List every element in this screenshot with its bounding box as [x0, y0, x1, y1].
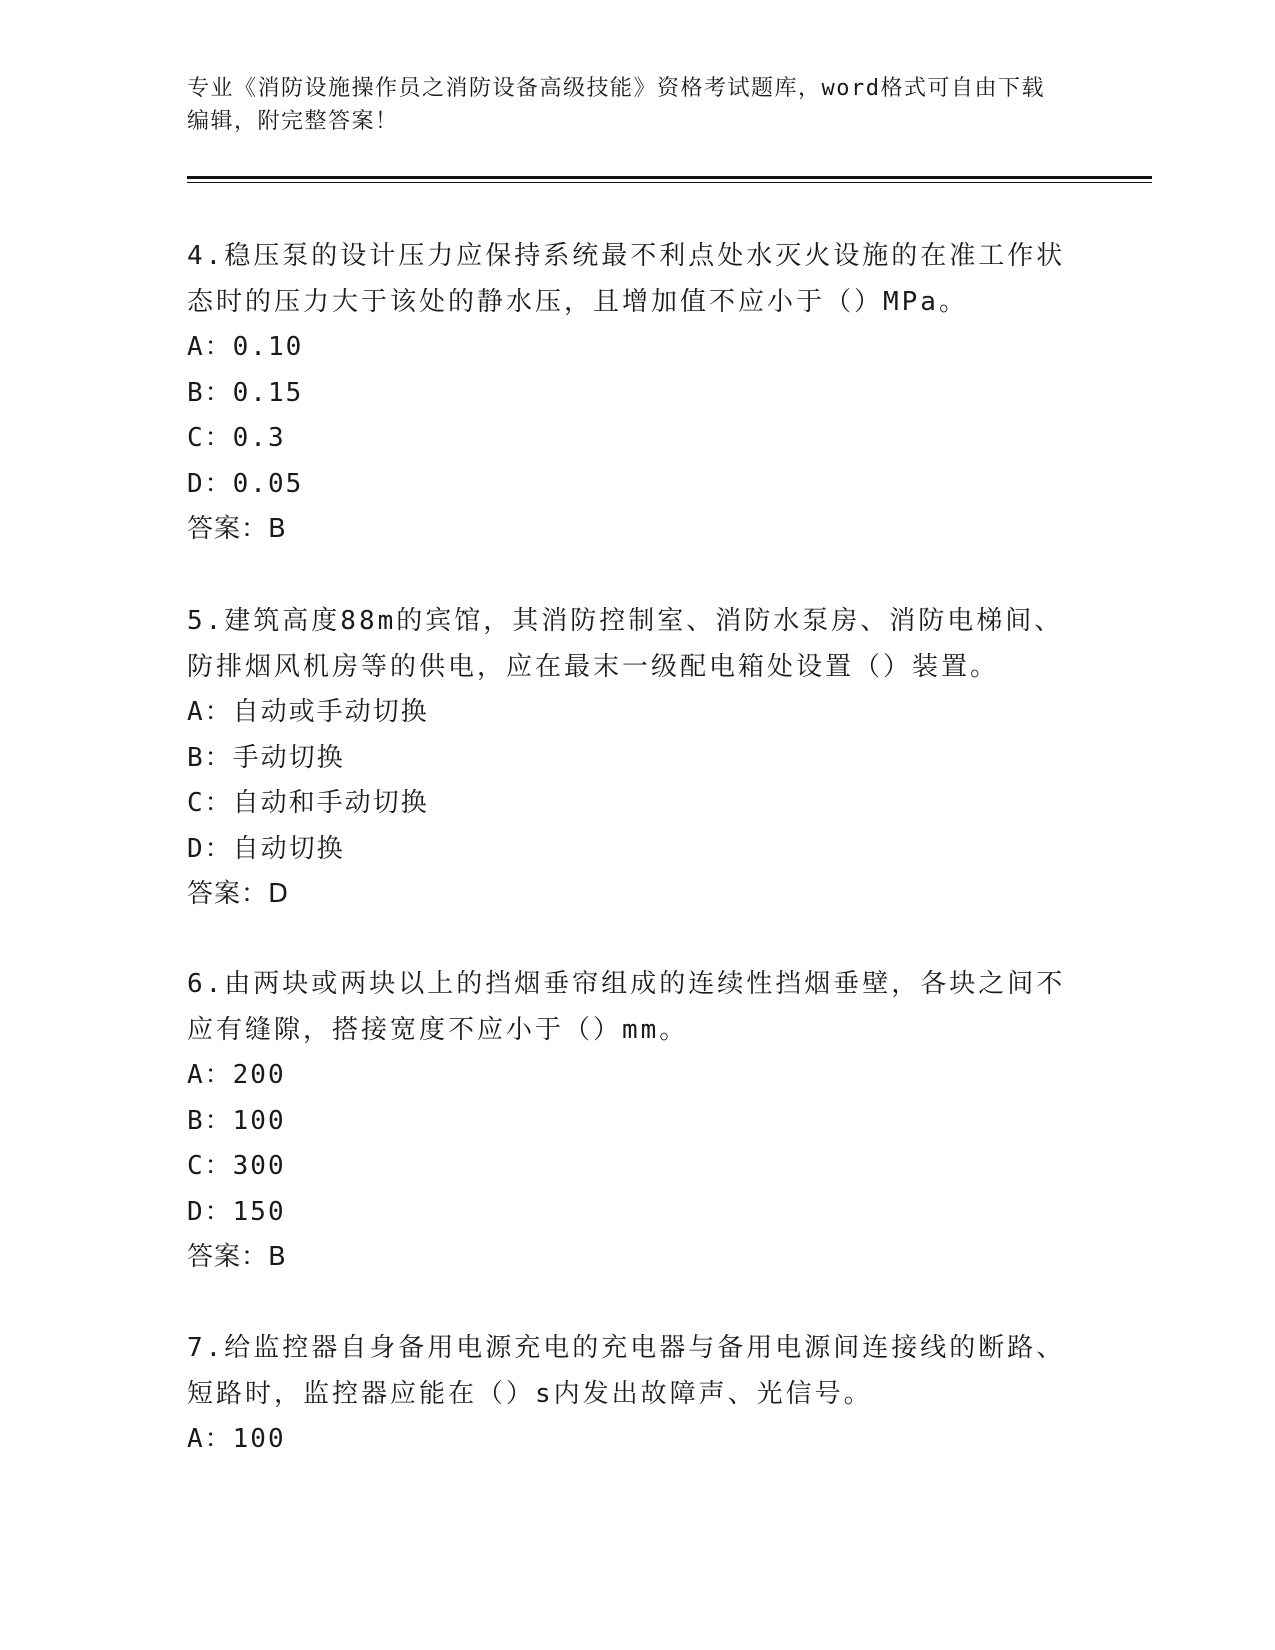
- option-b: B：0.15: [187, 377, 304, 408]
- option-c: C：300: [187, 1151, 286, 1181]
- option-b: B：手动切换: [187, 742, 345, 773]
- question-stem: 5.建筑高度88m的宾馆，其消防控制室、消防水泵房、消防电梯间、防排烟风机房等的供电，应在最末一级配电箱处设置（）装置。: [187, 606, 1064, 682]
- document-header: 专业《消防设施操作员之消防设备高级技能》资格考试题库，word格式可自由下载编辑，附完整答案！: [187, 76, 1045, 134]
- option-b: B：100: [187, 1105, 286, 1136]
- option-c: C：0.3: [187, 423, 286, 453]
- option-d: D：150: [187, 1196, 286, 1227]
- option-d: D：0.05: [187, 468, 304, 499]
- header-divider: [187, 176, 1152, 179]
- question-5: [187, 598, 1067, 918]
- question-6: [187, 961, 1067, 1281]
- answer: 答案：B: [187, 514, 287, 544]
- option-c: C：自动和手动切换: [187, 788, 429, 818]
- question-stem: 7.给监控器自身备用电源充电的充电器与备用电源间连接线的断路、短路时，监控器应能在（）s内发出故障声、光信号。: [187, 1333, 1066, 1409]
- option-d: D：自动切换: [187, 833, 345, 864]
- option-a: A：100: [187, 1424, 286, 1454]
- question-stem: 4.稳压泵的设计压力应保持系统最不利点处水灭火设施的在准工作状态时的压力大于该处的静水压，且增加值不应小于（）MPa。: [187, 241, 1066, 317]
- question-stem: 6.由两块或两块以上的挡烟垂帘组成的连续性挡烟垂壁，各块之间不应有缝隙，搭接宽度不应小于（）mm。: [187, 969, 1066, 1045]
- answer: 答案：D: [187, 879, 290, 909]
- option-a: A：0.10: [187, 332, 304, 362]
- option-a: A：自动或手动切换: [187, 697, 429, 727]
- question-7: [187, 1325, 1067, 1463]
- answer: 答案：B: [187, 1242, 287, 1272]
- header-divider-thin: [187, 182, 1152, 183]
- question-4: [187, 233, 1067, 553]
- option-a: A：200: [187, 1060, 286, 1090]
